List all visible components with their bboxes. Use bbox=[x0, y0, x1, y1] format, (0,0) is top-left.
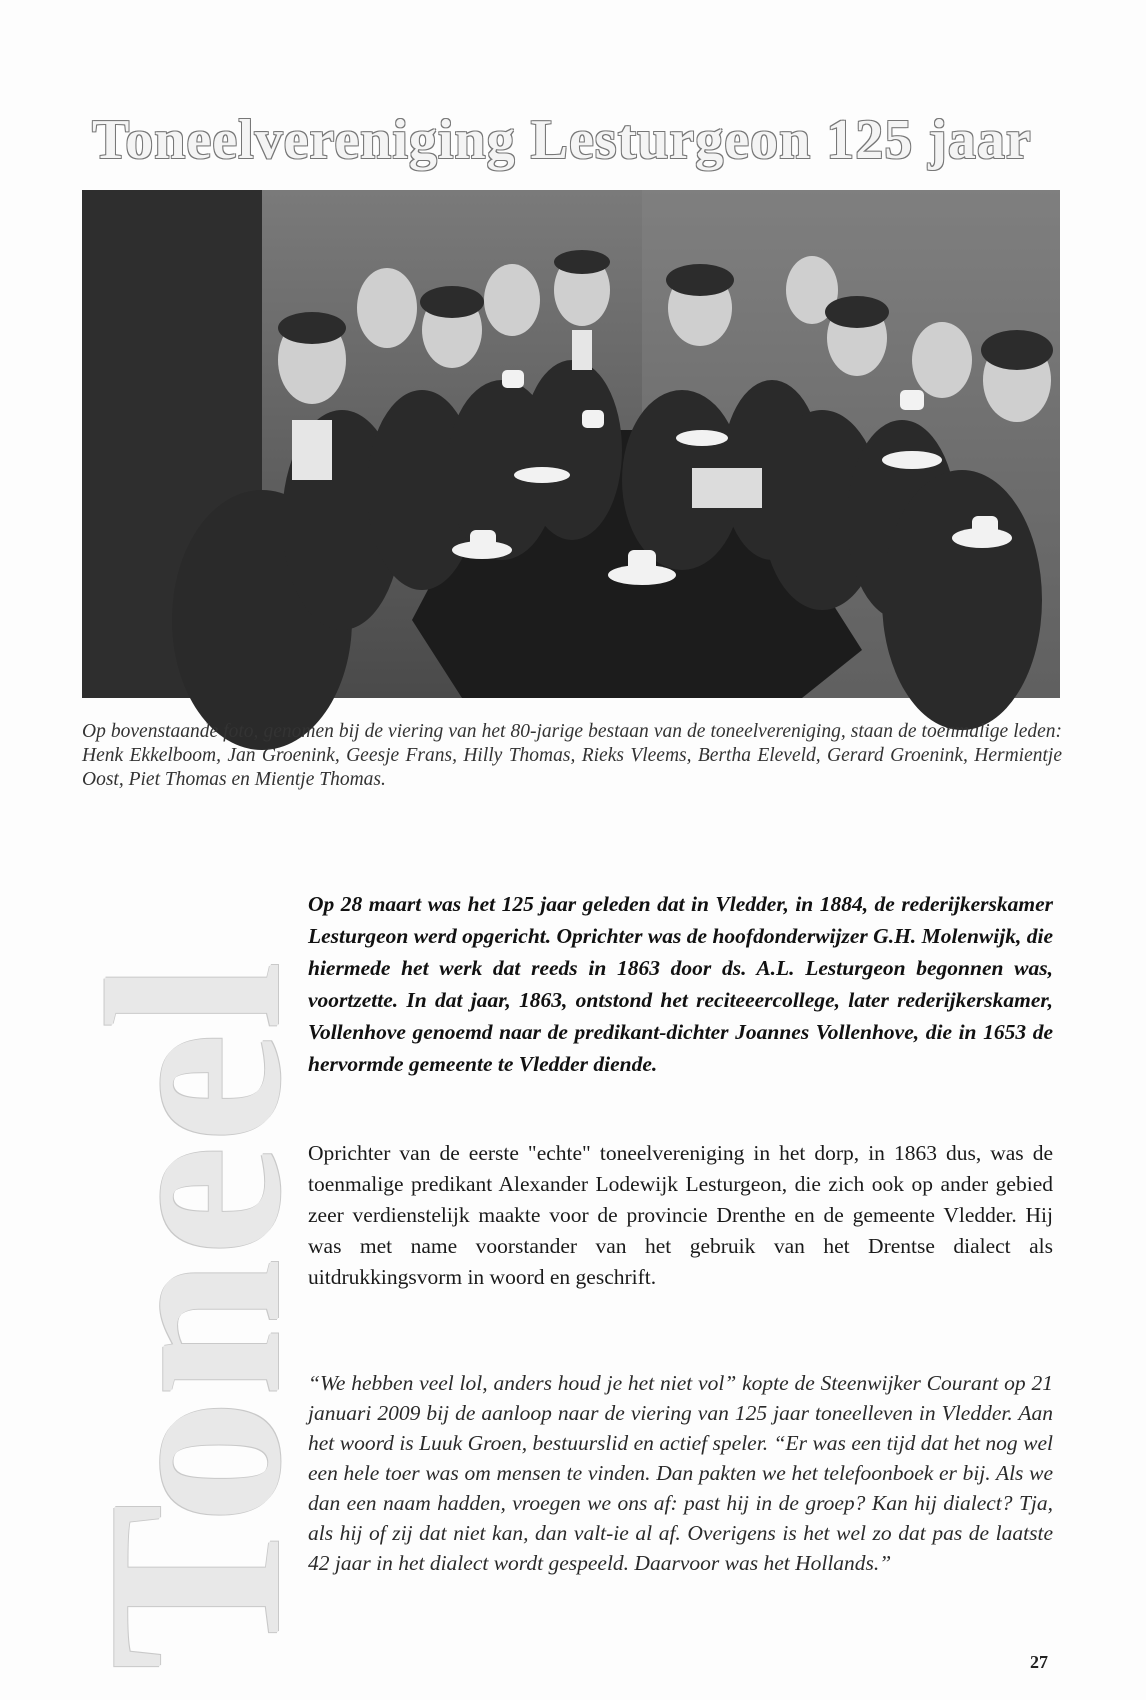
group-photo bbox=[82, 190, 1060, 698]
page-title: Toneelvereniging Lesturgeon 125 jaar bbox=[92, 109, 1032, 171]
page-number: 27 bbox=[1030, 1652, 1048, 1672]
lead-paragraph: Op 28 maart was het 125 jaar geleden dat in Vledder, in 1884, de rederijkerskamer Lesturgeon werd opgericht. Oprichter was de hoofdonderwijzer G.H. Molenwijk, die hiermede het werk dat reeds in 1863 door ds. A.L. Lesturgeon begonnen was, voortzette. In dat jaar, 1863, ontstond het reciteeercollege, later rederijkerskamer, Vollenhove genoemd naar de predikant-dichter Joannes Vollenhove, die in 1653 de hervormde gemeente te Vledder diende. bbox=[308, 892, 1053, 1076]
decorative-vertical-word bbox=[56, 830, 333, 1670]
body-paragraph: Oprichter van de eerste "echte" toneelvereniging in het dorp, in 1863 dus, was de toenmalige predikant Alexander Lodewijk Lesturgeon, die zich ook op ander gebied zeer verdienstelijk maakte voor de provincie Drenthe en de gemeente Vledder. Hij was met name voorstander van het gebruik van het Drentse dialect als uitdrukkingsvorm in woord en geschrift. bbox=[308, 1141, 1053, 1289]
decorative-word-text: Toneel bbox=[56, 958, 333, 1670]
photo-caption: Op bovenstaande foto, genomen bij de viering van het 80-jarige bestaan van de toneelvereniging, staan de toenmalige leden: Henk Ekkelboom, Jan Groenink, Geesje Frans, Hilly Thomas, Rieks Vleems, Bertha Eleveld, Gerard Groenink, Hermientje Oost, Piet Thomas en Mientje Thomas. bbox=[82, 721, 1062, 790]
quote-paragraph: “We hebben veel lol, anders houd je het niet vol” kopte de Steenwijker Courant op 21 januari 2009 bij de aanloop naar de viering van 125 jaar toneelleven in Vledder. Aan het woord is Luuk Groen, bestuurslid en actief speler. “Er was een tijd dat het nog wel een hele toer was om mensen te vinden. Dan pakten we het telefoonboek er bij. Als we dan een naam hadden, vroegen we ons af: past hij in de groep? Kan hij dialect? Tja, als hij of zij dat niet kan, dan valt-ie al af. Overigens is het wel zo dat pas de laatste 42 jaar in het dialect wordt gespeeld. Daarvoor was het Hollands.” bbox=[308, 1371, 1053, 1575]
